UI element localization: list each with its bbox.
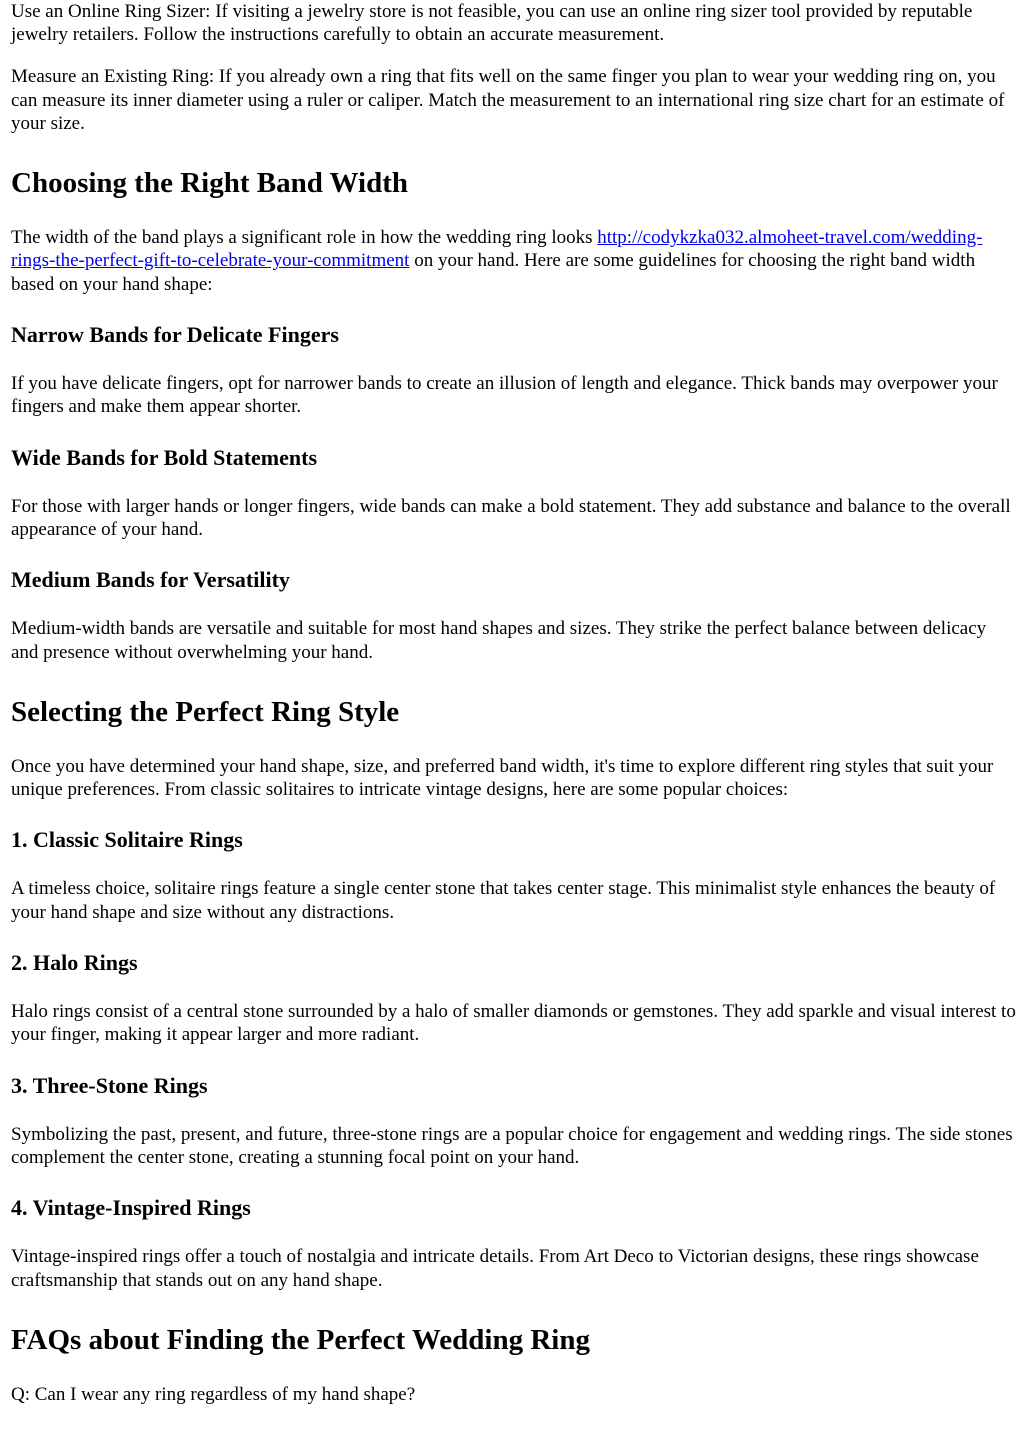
faq-question-1: Q: Can I wear any ring regardless of my hand shape? [11,1383,416,1405]
band-width-text-after-link: on your hand. Here are some guidelines for choosing the right band width based on your hand shape: [11,250,976,295]
heading-band-width: Choosing the Right Band Width [11,167,409,200]
wedding-rings-link[interactable]: http://codykzka032.almoheet-travel.com/wedding-rings-the-perfect-gift-to-celebrate-your-commitment [11,227,983,272]
paragraph-narrow-bands: If you have delicate fingers, opt for narrower bands to create an illusion of length and elegance. Thick bands may overpower your fingers and make them appear shorter. [11,373,998,418]
heading-ring-style: Selecting the Perfect Ring Style [11,695,400,728]
paragraph-online-ring-sizer: Use an Online Ring Sizer: If visiting a jewelry store is not feasible, you can use an online ring sizer tool provided by reputable jewelry retailers. Follow the instructions carefully to obtain an accurate measurement. [11,1,973,46]
heading-solitaire-rings: 1. Classic Solitaire Rings [11,827,243,853]
heading-narrow-bands: Narrow Bands for Delicate Fingers [11,322,339,348]
heading-three-stone-rings: 3. Three-Stone Rings [11,1072,208,1098]
heading-vintage-rings: 4. Vintage-Inspired Rings [11,1195,251,1221]
paragraph-wide-bands: For those with larger hands or longer fingers, wide bands can make a bold statement. They add substance and balance to the overall appearance of your hand. [11,495,1011,540]
paragraph-solitaire-rings: A timeless choice, solitaire rings feature a single center stone that takes center stage. This minimalist style enhances the beauty of your hand shape and size without any distractions. [11,878,996,923]
paragraph-band-width-intro [11,226,1016,296]
heading-wide-bands: Wide Bands for Bold Statements [11,444,318,470]
paragraph-halo-rings: Halo rings consist of a central stone surrounded by a halo of smaller diamonds or gemstones. They add sparkle and visual interest to your finger, making it appear larger and more radiant. [11,1001,1016,1046]
paragraph-three-stone-rings: Symbolizing the past, present, and future, three-stone rings are a popular choice for engagement and wedding rings. The side stones complement the center stone, creating a stunning focal point on your hand. [11,1123,1013,1168]
paragraph-measure-existing-ring: Measure an Existing Ring: If you already own a ring that fits well on the same finger you plan to wear your wedding ring on, you can measure its inner diameter using a ruler or caliper. Match the measurement to an international ring size chart for an estimate of your size. [11,66,1005,134]
paragraph-vintage-rings: Vintage-inspired rings offer a touch of nostalgia and intricate details. From Art Deco to Victorian designs, these rings showcase craftsmanship that stands out on any hand shape. [11,1246,979,1291]
paragraph-medium-bands: Medium-width bands are versatile and suitable for most hand shapes and sizes. They strike the perfect balance between delicacy and presence without overwhelming your hand. [11,618,987,663]
band-width-text-before-link: The width of the band plays a significant role in how the wedding ring looks [11,227,598,249]
heading-medium-bands: Medium Bands for Versatility [11,567,290,593]
heading-halo-rings: 2. Halo Rings [11,950,138,976]
heading-faqs: FAQs about Finding the Perfect Wedding Ring [11,1323,590,1356]
paragraph-ring-style-intro: Once you have determined your hand shape, size, and preferred band width, it's time to explore different ring styles that suit your unique preferences. From classic solitaires to intricate vintage designs, here are some popular choices: [11,755,994,801]
